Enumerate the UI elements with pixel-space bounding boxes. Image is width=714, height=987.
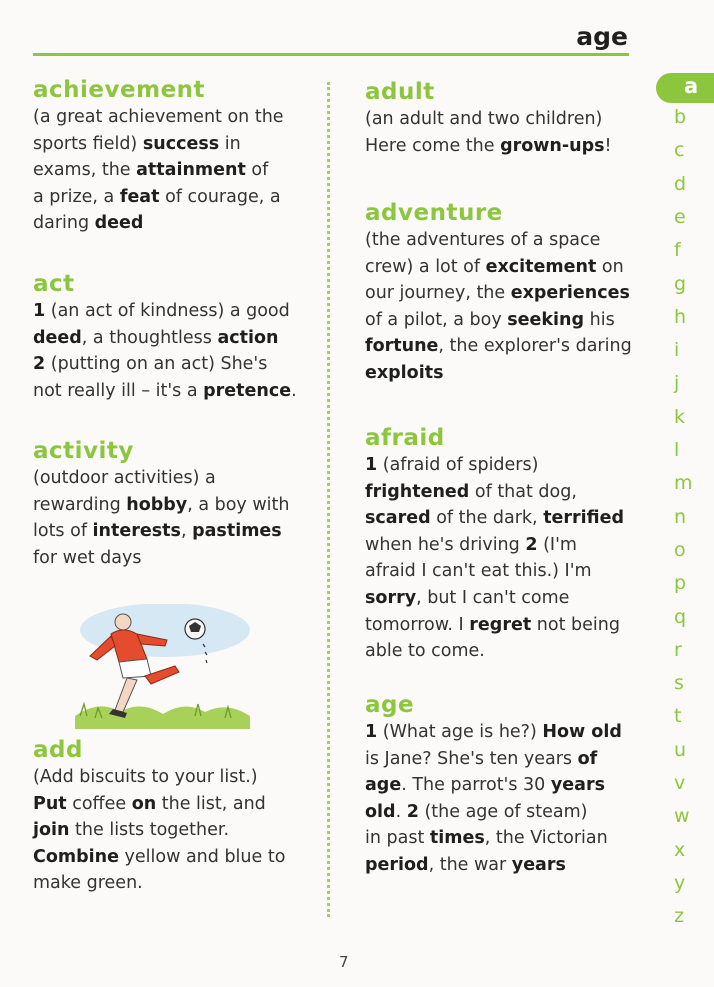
entry-age: [365, 691, 622, 879]
page-number: 7: [339, 953, 349, 971]
alphabet-letter-c[interactable]: c: [674, 139, 685, 162]
definition: [33, 298, 297, 404]
definition-line: scared of the dark, terrified: [365, 508, 625, 529]
entry-add: [33, 736, 285, 897]
definition: [33, 764, 285, 897]
definition-line: of a pilot, a boy seeking his: [365, 309, 615, 330]
definition-line: sorry, but I can't come: [365, 587, 570, 608]
definition-line: (the adventures of a space: [365, 230, 601, 250]
alphabet-letter-i[interactable]: i: [674, 339, 680, 362]
definition: [33, 465, 289, 571]
alphabet-letter-s[interactable]: s: [674, 672, 684, 695]
definition-line: when he's driving 2 (I'm: [365, 534, 577, 555]
headword: afraid: [365, 425, 445, 451]
alphabet-letter-h[interactable]: h: [674, 305, 687, 328]
definition-line: (a great achievement on the: [33, 107, 284, 127]
entry-adult: [365, 78, 612, 159]
alphabet-letter-o[interactable]: o: [674, 538, 686, 561]
definition-line: tomorrow. I regret not being: [365, 614, 620, 635]
definition-line: our journey, the experiences: [365, 283, 630, 304]
alphabet-letter-t[interactable]: t: [674, 705, 682, 728]
definition-line: 2 (putting on an act) She's: [33, 354, 268, 375]
definition-line: Combine yellow and blue to: [33, 846, 286, 867]
alphabet-letter-e[interactable]: e: [674, 205, 686, 228]
definition-line: daring deed: [33, 213, 144, 234]
definition-line: fortune, the explorer's daring: [365, 336, 632, 357]
alphabet-tab-active[interactable]: [656, 73, 714, 103]
guide-word: age: [576, 22, 628, 51]
definition-line: (an adult and two children): [365, 109, 603, 129]
alphabet-letter-z[interactable]: z: [674, 905, 684, 928]
definition-line: make green.: [33, 873, 143, 894]
entry-act: [33, 270, 297, 404]
definition-line: Here come the grown-ups!: [365, 135, 612, 156]
alphabet-tab-letter: a: [684, 74, 699, 98]
definition-line: rewarding hobby, a boy with: [33, 494, 290, 515]
definition-line: (Add biscuits to your list.): [33, 767, 258, 787]
definition: [33, 104, 284, 237]
definition-line: able to come.: [365, 641, 485, 662]
definition-line: Put coffee on the list, and: [33, 793, 266, 814]
alphabet-letter-p[interactable]: p: [674, 572, 687, 595]
definition-line: lots of interests, pastimes: [33, 521, 282, 542]
definition-line: 1 (an act of kindness) a good: [33, 301, 290, 321]
alphabet-letter-x[interactable]: x: [674, 838, 686, 861]
definition-line: exams, the attainment of: [33, 160, 269, 181]
alphabet-letter-b[interactable]: b: [674, 106, 687, 128]
alphabet-letter-r[interactable]: r: [674, 638, 682, 661]
alphabet-letter-l[interactable]: l: [674, 439, 680, 461]
alphabet-letter-f[interactable]: f: [674, 239, 681, 262]
column-divider: [327, 82, 330, 917]
definition-line: age. The parrot's 30 years: [365, 775, 606, 796]
headword: age: [365, 692, 415, 718]
entry-activity: [33, 437, 289, 571]
alphabet-letter-q[interactable]: q: [674, 605, 687, 628]
alphabet-letter-y[interactable]: y: [674, 871, 686, 894]
definition-line: is Jane? She's ten years of: [365, 748, 598, 769]
definition-line: frightened of that dog,: [365, 481, 577, 502]
headword: add: [33, 737, 83, 763]
player-head: [115, 614, 131, 630]
alphabet-letter-j[interactable]: j: [674, 372, 680, 395]
alphabet-letter-w[interactable]: w: [674, 805, 690, 828]
alphabet-letter-d[interactable]: d: [674, 172, 687, 195]
definition-line: exploits: [365, 362, 444, 383]
definition-line: deed, a thoughtless action: [33, 327, 279, 348]
definition-line: not really ill – it's a pretence.: [33, 380, 297, 401]
definition-line: crew) a lot of excitement on: [365, 256, 624, 277]
headword: adult: [365, 79, 435, 105]
definition-line: sports field) success in: [33, 133, 241, 154]
alphabet-letter-u[interactable]: u: [674, 738, 687, 761]
alphabet-letter-v[interactable]: v: [674, 772, 686, 794]
header-rule: [33, 53, 629, 56]
definition-line: (outdoor activities) a: [33, 468, 216, 488]
headword: activity: [33, 438, 134, 464]
definition-line: join the lists together.: [33, 820, 230, 841]
alphabet-letter-m[interactable]: m: [674, 472, 693, 495]
definition-line: old. 2 (the age of steam): [365, 801, 588, 822]
headword: act: [33, 271, 75, 297]
headword: achievement: [33, 77, 206, 103]
alphabet-letter-n[interactable]: n: [674, 505, 687, 528]
definition: [365, 227, 632, 387]
alphabet-letter-g[interactable]: g: [674, 272, 687, 295]
definition-line: period, the war years: [365, 854, 566, 875]
definition-line: in past times, the Victorian: [365, 828, 608, 849]
definition: [365, 106, 612, 159]
entry-afraid: [365, 424, 624, 665]
definition-line: 1 (afraid of spiders): [365, 455, 539, 475]
entry-achievement: [33, 76, 284, 237]
entry-adventure: [365, 199, 632, 387]
definition-line: a prize, a feat of courage, a: [33, 186, 281, 207]
football-player-illustration: [75, 604, 250, 729]
definition: [365, 719, 622, 879]
definition-line: afraid I can't eat this.) I'm: [365, 561, 592, 582]
headword: adventure: [365, 200, 503, 226]
definition: [365, 452, 624, 665]
definition-line: for wet days: [33, 547, 142, 568]
definition-line: 1 (What age is he?) How old: [365, 722, 622, 742]
alphabet-letter-k[interactable]: k: [674, 405, 686, 428]
